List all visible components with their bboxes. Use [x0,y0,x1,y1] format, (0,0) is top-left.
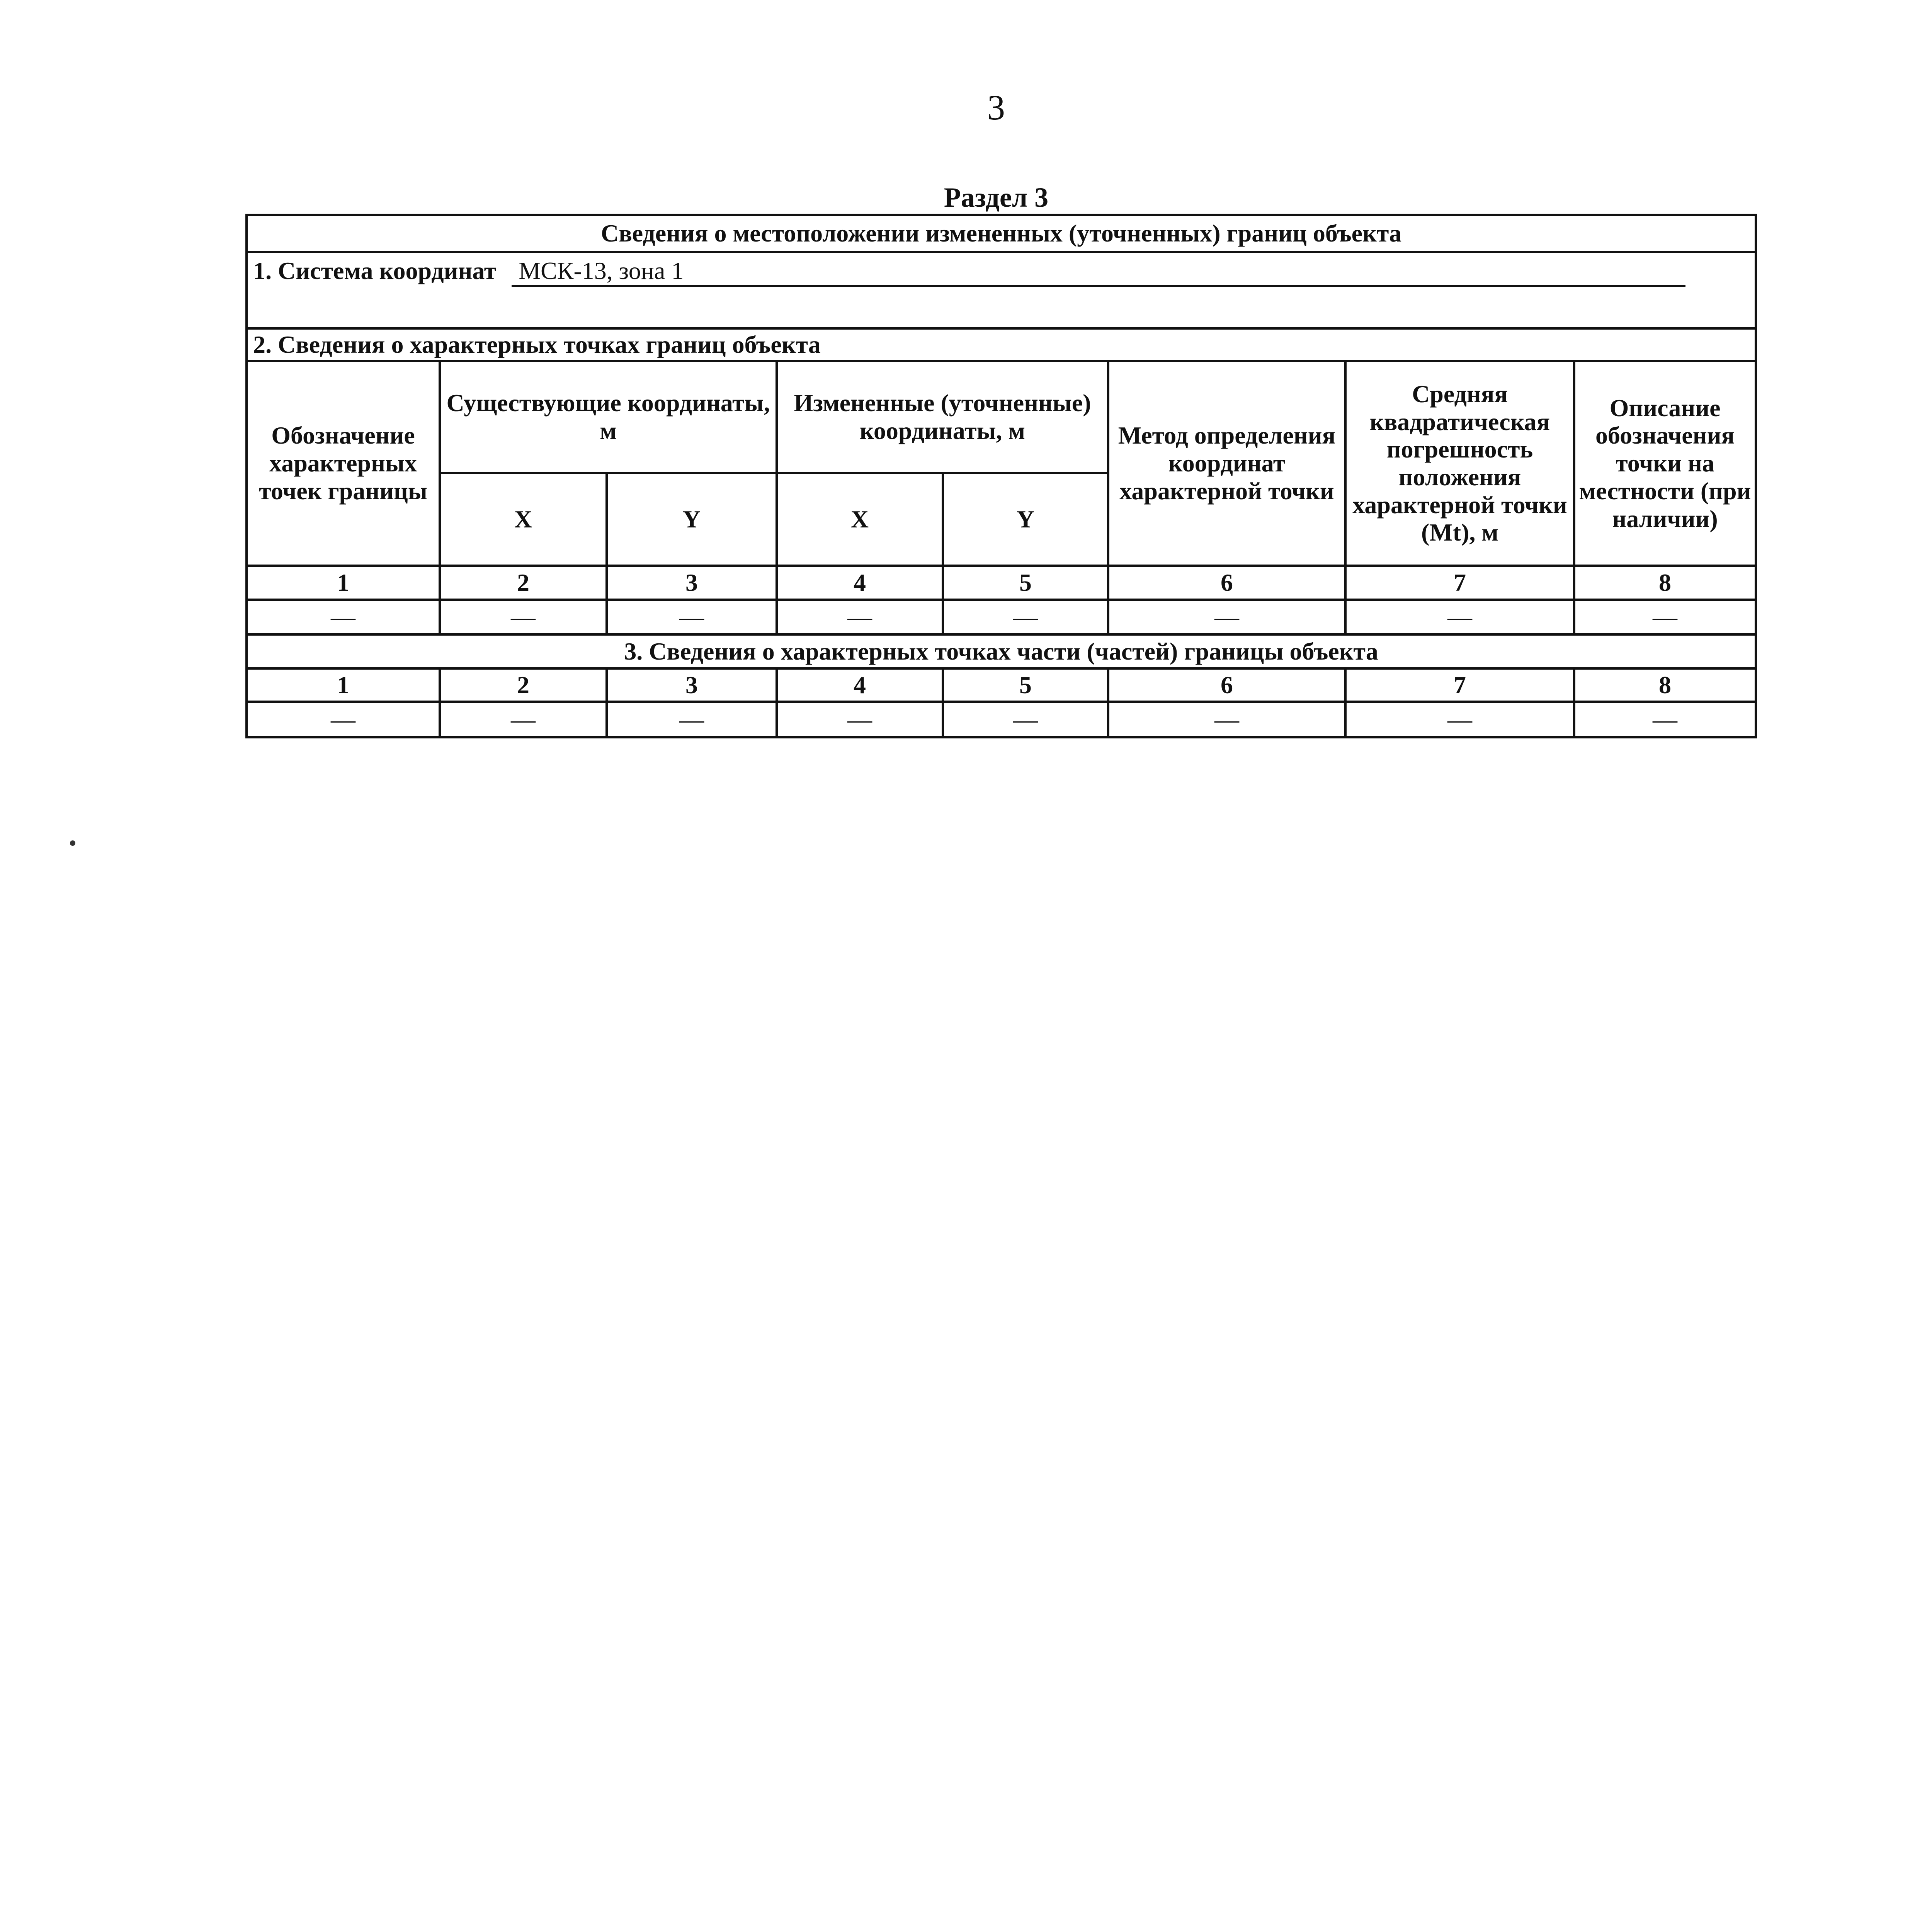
empty-cell: — [247,600,440,634]
empty-cell: — [1108,600,1345,634]
col-number: 5 [943,566,1108,600]
table-heading-row [247,215,1756,252]
empty-cell: — [440,702,607,737]
col-number: 7 [1345,668,1574,702]
col-description-header: Описание обозначения точки на местности (при наличии) [1574,361,1756,566]
col-error-header: Средняя квадратическая погрешность положения характерной точки (Mt), м [1345,361,1574,566]
changed-x-header: X [777,473,943,566]
parts-heading: 3. Сведения о характерных точках части (частей) границы объекта [247,634,1756,668]
scan-speck [70,840,75,846]
table-heading: Сведения о местоположении измененных (уточненных) границ объекта [247,215,1756,252]
points-empty-row [247,600,1756,634]
points-heading: 2. Сведения о характерных точках границ объекта [247,328,1756,361]
empty-cell: — [247,702,440,737]
empty-cell: — [777,702,943,737]
coord-system-value: МСК-13, зона 1 [512,257,1685,287]
col-number: 4 [777,668,943,702]
col-number: 5 [943,668,1108,702]
existing-y-header: Y [607,473,777,566]
col-number: 3 [607,668,777,702]
empty-cell: — [607,600,777,634]
col-number: 3 [607,566,777,600]
col-designation-header: Обозначение характерных точек границы [247,361,440,566]
col-number: 8 [1574,668,1756,702]
col-number: 6 [1108,668,1345,702]
page-number: 3 [987,88,1005,127]
coord-system-label: 1. Система координат [253,257,497,285]
boundary-table [245,214,1755,738]
changed-y-header: Y [943,473,1108,566]
col-method-header: Метод определения координат характерной точки [1108,361,1345,566]
col-number: 1 [247,566,440,600]
header-row-1 [247,361,1756,473]
section-title: Раздел 3 [944,182,1049,213]
empty-cell: — [440,600,607,634]
parts-empty-row [247,702,1756,737]
parts-heading-row [247,634,1756,668]
col-number-row [247,566,1756,600]
empty-cell: — [1345,600,1574,634]
empty-cell: — [943,702,1108,737]
col-existing-header: Существующие координаты, м [440,361,777,473]
coord-system-spacer [247,291,1756,328]
empty-cell: — [1574,600,1756,634]
existing-x-header: X [440,473,607,566]
col-changed-header: Измененные (уточненные) координаты, м [777,361,1108,473]
parts-col-number-row [247,668,1756,702]
empty-cell: — [607,702,777,737]
coord-system-row [247,252,1756,291]
empty-cell: — [1574,702,1756,737]
col-number: 8 [1574,566,1756,600]
col-number: 2 [440,668,607,702]
empty-cell: — [943,600,1108,634]
col-number: 1 [247,668,440,702]
col-number: 6 [1108,566,1345,600]
empty-cell: — [1345,702,1574,737]
col-number: 4 [777,566,943,600]
empty-cell: — [777,600,943,634]
empty-cell: — [1108,702,1345,737]
points-heading-row [247,328,1756,361]
col-number: 7 [1345,566,1574,600]
col-number: 2 [440,566,607,600]
